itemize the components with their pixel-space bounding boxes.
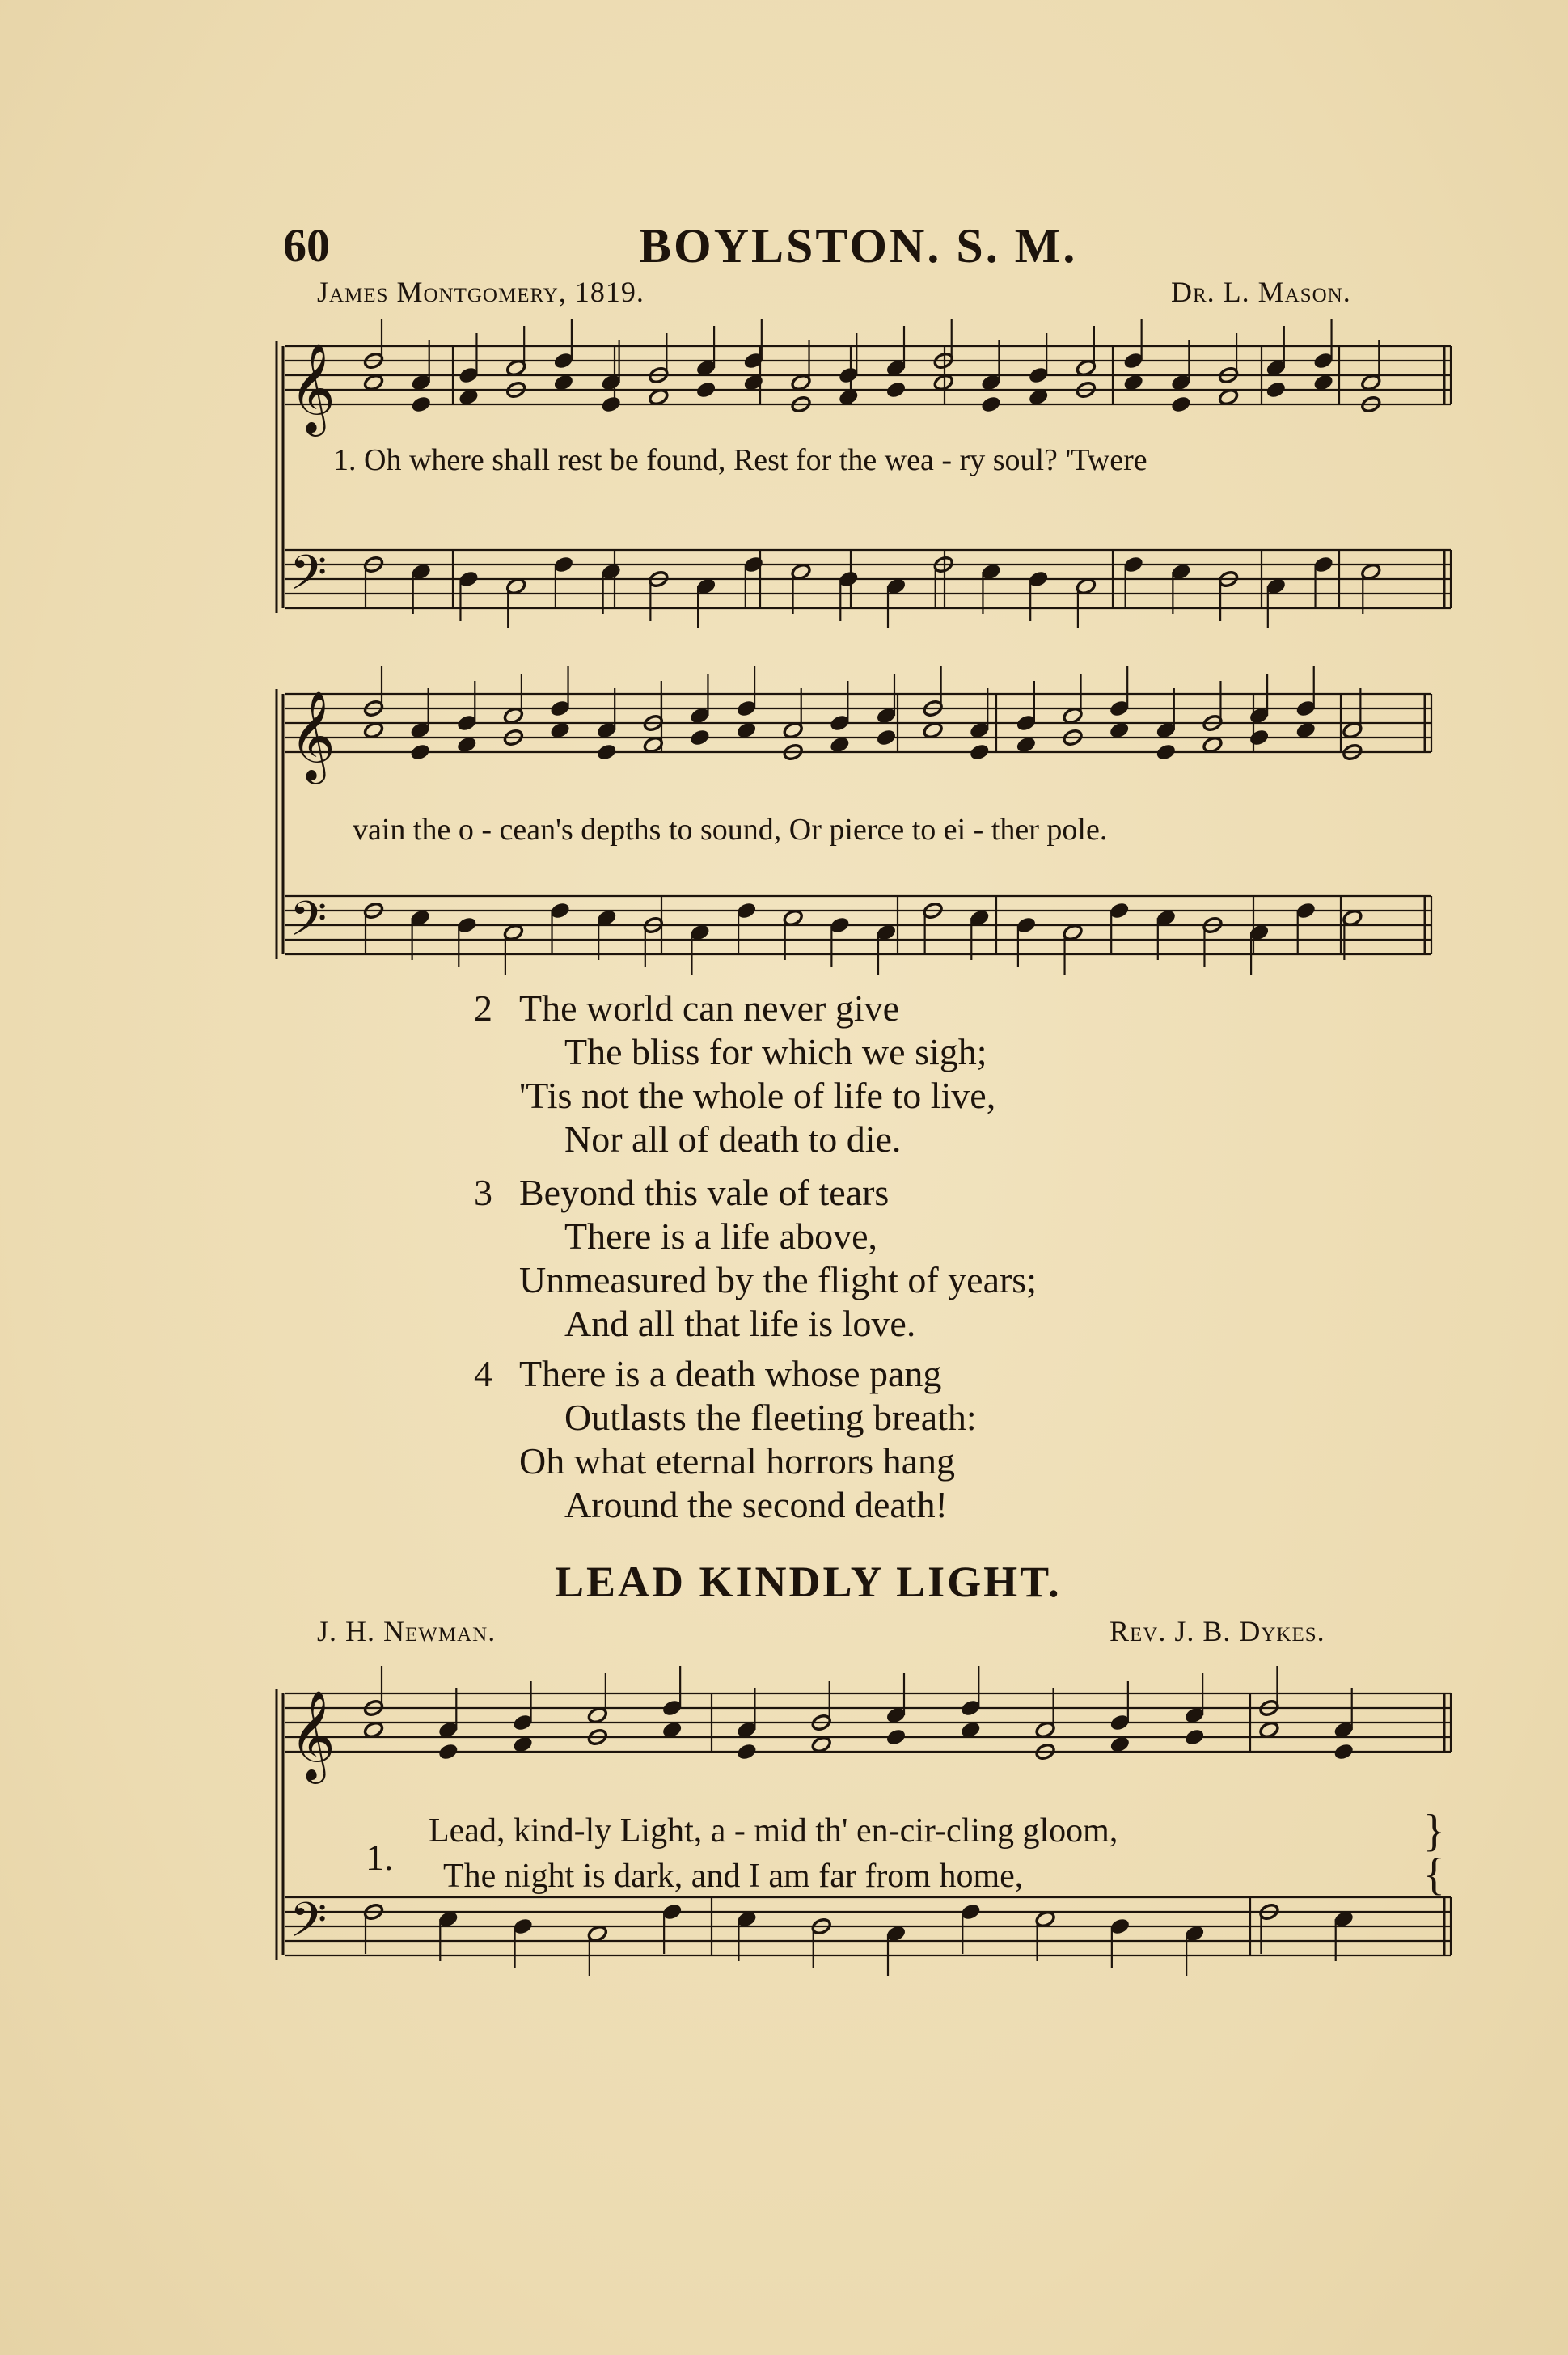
hymn1-author: James Montgomery, 1819. xyxy=(317,276,645,308)
note xyxy=(1122,556,1143,607)
treble-clef-icon: 𝄞 xyxy=(290,342,336,433)
note xyxy=(829,681,850,732)
note xyxy=(980,563,1001,614)
note xyxy=(960,1666,981,1717)
note xyxy=(1109,902,1130,953)
treble-clef-icon: 𝄞 xyxy=(290,690,336,780)
note xyxy=(363,319,384,370)
note xyxy=(1258,1666,1279,1717)
note xyxy=(1266,577,1287,628)
note xyxy=(885,326,907,377)
note xyxy=(1249,729,1270,747)
hymn2-lyric-line-1: Lead, kind-ly Light, a - mid th' en-cir-cling gloom, xyxy=(429,1812,1118,1850)
note xyxy=(1266,326,1287,377)
note xyxy=(933,319,954,370)
note xyxy=(743,319,764,370)
note xyxy=(811,1681,832,1731)
note xyxy=(1333,1910,1355,1961)
note xyxy=(980,395,1001,414)
note xyxy=(1062,674,1083,725)
note xyxy=(885,1673,907,1724)
note xyxy=(1122,319,1143,370)
note xyxy=(922,666,943,717)
note xyxy=(1076,577,1097,628)
note xyxy=(503,674,524,725)
note xyxy=(661,1903,683,1954)
note xyxy=(838,570,859,621)
note xyxy=(1218,570,1239,621)
treble-clef-icon: 𝄞 xyxy=(290,1689,336,1780)
verse-line: There is a life above, xyxy=(564,1216,877,1257)
note xyxy=(1028,333,1049,384)
hymn-title-boylston: BOYLSTON. S. M. xyxy=(639,219,1078,273)
note xyxy=(969,688,990,739)
note xyxy=(1109,666,1130,717)
note xyxy=(876,924,897,975)
verse-line: And all that life is love. xyxy=(564,1303,916,1344)
note xyxy=(689,674,710,725)
note xyxy=(1170,395,1191,414)
note xyxy=(1184,1925,1205,1976)
note xyxy=(363,1903,384,1954)
note xyxy=(885,1925,907,1976)
bass-clef-icon: 𝄢 xyxy=(290,890,328,958)
note xyxy=(505,326,526,377)
note xyxy=(1312,556,1333,607)
note xyxy=(1170,563,1191,614)
note xyxy=(689,924,710,975)
note xyxy=(549,666,570,717)
bass-staff xyxy=(285,896,1431,954)
verse-number: 4 xyxy=(474,1353,492,1394)
note xyxy=(437,1688,459,1739)
note xyxy=(1034,1910,1055,1961)
note xyxy=(1156,743,1177,762)
note xyxy=(736,1743,757,1761)
verse-line: Oh what eternal horrors hang xyxy=(519,1440,956,1482)
note xyxy=(829,916,850,967)
note xyxy=(411,395,432,414)
note xyxy=(1360,563,1381,614)
hymn2-lyric-line-2: The night is dark, and I am far from home, xyxy=(443,1858,1024,1895)
note xyxy=(600,563,621,614)
note xyxy=(736,902,757,953)
note xyxy=(922,902,943,953)
note xyxy=(456,681,477,732)
note xyxy=(409,688,430,739)
note xyxy=(1156,909,1177,960)
lyric-brace-right: } xyxy=(1423,1806,1445,1856)
note xyxy=(790,563,811,614)
lyric-brace-right: { xyxy=(1423,1850,1445,1900)
note xyxy=(1295,902,1317,953)
note xyxy=(1156,688,1177,739)
note xyxy=(736,1910,757,1961)
hymn1-lyric-line-1: 1. Oh where shall rest be found, Rest for the wea - ry soul? 'Twere xyxy=(333,443,1147,477)
note xyxy=(553,556,574,607)
note xyxy=(363,902,384,953)
note xyxy=(736,1688,757,1739)
note xyxy=(512,1681,533,1731)
note xyxy=(648,570,669,621)
note xyxy=(1342,909,1363,960)
note xyxy=(695,326,716,377)
note xyxy=(885,1728,907,1747)
note xyxy=(437,1743,459,1761)
note xyxy=(549,902,570,953)
hymn1-verses xyxy=(474,987,1202,1537)
note xyxy=(1184,1673,1205,1724)
note xyxy=(643,681,664,732)
hymn2-verse-number: 1. xyxy=(366,1837,394,1878)
note xyxy=(1109,1681,1131,1731)
note xyxy=(1016,681,1037,732)
verse-line: Nor all of death to die. xyxy=(564,1118,902,1160)
note xyxy=(1266,381,1287,400)
note xyxy=(980,340,1001,391)
note xyxy=(1062,924,1083,975)
note xyxy=(695,381,716,400)
note xyxy=(596,909,617,960)
note xyxy=(363,556,384,607)
verse-line: Unmeasured by the flight of years; xyxy=(519,1259,1037,1300)
note xyxy=(411,563,432,614)
hymn2-author: J. H. Newman. xyxy=(317,1615,497,1647)
note xyxy=(960,1903,981,1954)
hymn1-lyric-line-2: vain the o - cean's depths to sound, Or pierce to ei - ther pole. xyxy=(353,813,1108,847)
note xyxy=(411,340,432,391)
note xyxy=(505,577,526,628)
note xyxy=(503,924,524,975)
note xyxy=(885,577,907,628)
note xyxy=(783,909,804,960)
note xyxy=(1076,326,1097,377)
note xyxy=(1295,666,1317,717)
note xyxy=(1249,674,1270,725)
note xyxy=(736,666,757,717)
note xyxy=(1342,688,1363,739)
note xyxy=(661,1666,683,1717)
note xyxy=(1333,1688,1355,1739)
note xyxy=(1170,340,1191,391)
note xyxy=(695,577,716,628)
note xyxy=(512,1917,533,1968)
note xyxy=(458,570,479,621)
note xyxy=(1333,1743,1355,1761)
hymn-title-lead-kindly-light: LEAD KINDLY LIGHT. xyxy=(555,1558,1062,1606)
note xyxy=(1360,340,1381,391)
note xyxy=(600,395,621,414)
note xyxy=(596,743,617,762)
note xyxy=(456,916,477,967)
note xyxy=(969,743,990,762)
note xyxy=(689,729,710,747)
verse-line: The world can never give xyxy=(519,987,900,1029)
page-number: 60 xyxy=(283,219,330,272)
bass-staff xyxy=(285,550,1451,608)
note xyxy=(1109,1917,1131,1968)
note xyxy=(587,1925,608,1976)
note xyxy=(409,909,430,960)
note xyxy=(811,1917,832,1968)
bass-clef-icon: 𝄢 xyxy=(290,1892,328,1960)
note xyxy=(1034,1688,1055,1739)
hymn2-composer: Rev. J. B. Dykes. xyxy=(1109,1615,1325,1647)
verse-line: Beyond this vale of tears xyxy=(519,1172,890,1213)
verse-number: 2 xyxy=(474,987,492,1029)
note xyxy=(933,556,954,607)
note xyxy=(437,1910,459,1961)
note xyxy=(1184,1728,1205,1747)
note xyxy=(1028,570,1049,621)
note xyxy=(1202,916,1223,967)
verse-line: Outlasts the fleeting breath: xyxy=(564,1397,977,1438)
verse-line: There is a death whose pang xyxy=(519,1353,942,1394)
note xyxy=(876,674,897,725)
note xyxy=(1016,916,1037,967)
note xyxy=(1202,681,1223,732)
note xyxy=(876,729,897,747)
note xyxy=(648,333,669,384)
bass-clef-icon: 𝄢 xyxy=(290,544,328,612)
note xyxy=(553,319,574,370)
verse-line: The bliss for which we sigh; xyxy=(564,1031,987,1072)
verse-line: 'Tis not the whole of life to live, xyxy=(519,1075,996,1116)
note xyxy=(458,333,479,384)
note xyxy=(838,333,859,384)
note xyxy=(790,340,811,391)
note xyxy=(587,1673,608,1724)
note xyxy=(600,340,621,391)
note xyxy=(409,743,430,762)
note xyxy=(596,688,617,739)
note xyxy=(1312,319,1333,370)
note xyxy=(1258,1903,1279,1954)
verse-line: Around the second death! xyxy=(564,1484,948,1525)
note xyxy=(969,909,990,960)
hymn1-composer: Dr. L. Mason. xyxy=(1171,276,1351,308)
note xyxy=(783,688,804,739)
note xyxy=(363,1666,384,1717)
note xyxy=(1249,924,1270,975)
note xyxy=(1218,333,1239,384)
note xyxy=(363,666,384,717)
verse-number: 3 xyxy=(474,1172,492,1213)
note xyxy=(885,381,907,400)
